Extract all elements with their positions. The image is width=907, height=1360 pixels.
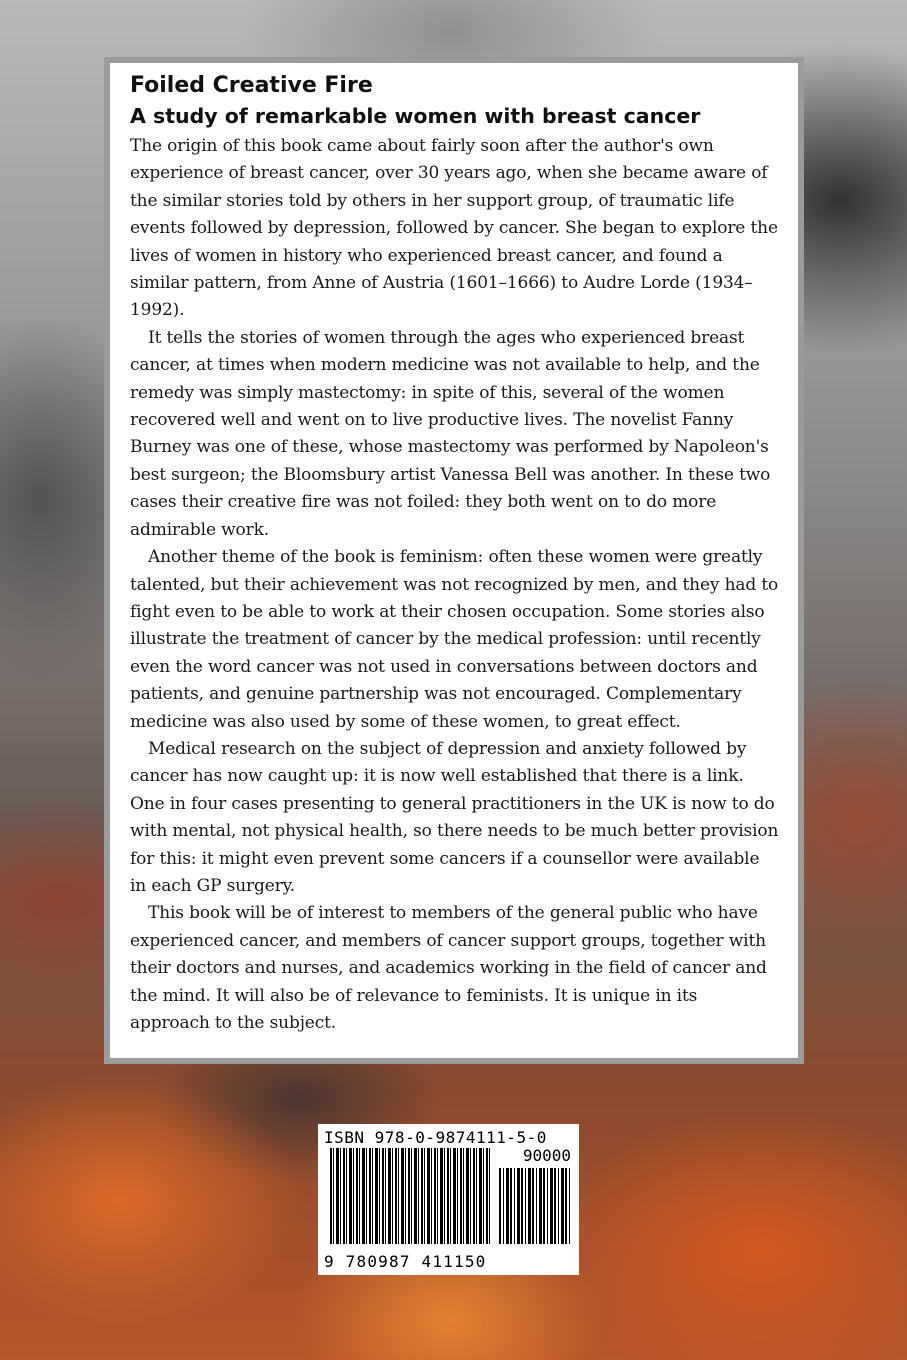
book-subtitle: A study of remarkable women with breast cancer bbox=[130, 104, 701, 128]
blurb-paragraph-1: The origin of this book came about fairly soon after the author's own experience of breast cancer, over 30 years ago, when she became aware of the similar stories told by others in her support group, of traumatic life events followed by depression, followed by cancer. She began to explore the lives of women in history who experienced breast cancer, and found a similar pattern, from Anne of Austria (1601–1666) to Audre Lorde (1934–1992). bbox=[130, 136, 778, 321]
isbn-barcode bbox=[318, 1124, 579, 1275]
blurb-paragraph-3: Another theme of the book is feminism: often these women were greatly talented, but their achievement was not recognized by men, and they had to fight even to be able to work at their chosen occupation. Some stories also illustrate the treatment of cancer by the medical profession: until recently even the word cancer was not used in conversations between doctors and patients, and genuine partnership was not encouraged. Complementary medicine was also used by some of these women, to great effect. bbox=[130, 547, 779, 732]
blurb-paragraph-2: It tells the stories of women through the ages who experienced breast cancer, at times when modern medicine was not available to help, and the remedy was simply mastectomy: in spite of this, several of the women recovered well and went on to live productive lives. The novelist Fanny Burney was one of these, whose mastectomy was performed by Napoleon's best surgeon; the Bloomsbury artist Vanessa Bell was another. In these two cases their creative fire was not foiled: they both went on to do more admirable work. bbox=[130, 327, 771, 540]
barcode-digits: 9 780987 411150 bbox=[324, 1252, 487, 1271]
blurb-paragraph-4: Medical research on the subject of depression and anxiety followed by cancer has now caught up: it is now well established that there is a link. One in four cases presenting to general practitioners in the UK is now to do with mental, not physical health, so there needs to be much better provision for this: it might even prevent some cancers if a counsellor were available in each GP surgery. bbox=[130, 738, 779, 896]
barcode-bars-main bbox=[330, 1148, 490, 1244]
back-cover-text-panel bbox=[104, 57, 804, 1064]
blurb-paragraph-5: This book will be of interest to members of the general public who have experienced cancer, and members of cancer support groups, together with their doctors and nurses, and academics working in the field of cancer and the mind. It will also be of relevance to feminists. It is unique in its approach to the subject. bbox=[130, 903, 767, 1033]
price-code: 90000 bbox=[522, 1146, 571, 1165]
isbn-label: ISBN 978-0-9874111-5-0 bbox=[324, 1128, 547, 1147]
book-title: Foiled Creative Fire bbox=[130, 73, 373, 98]
barcode-bars-addon bbox=[499, 1168, 571, 1244]
